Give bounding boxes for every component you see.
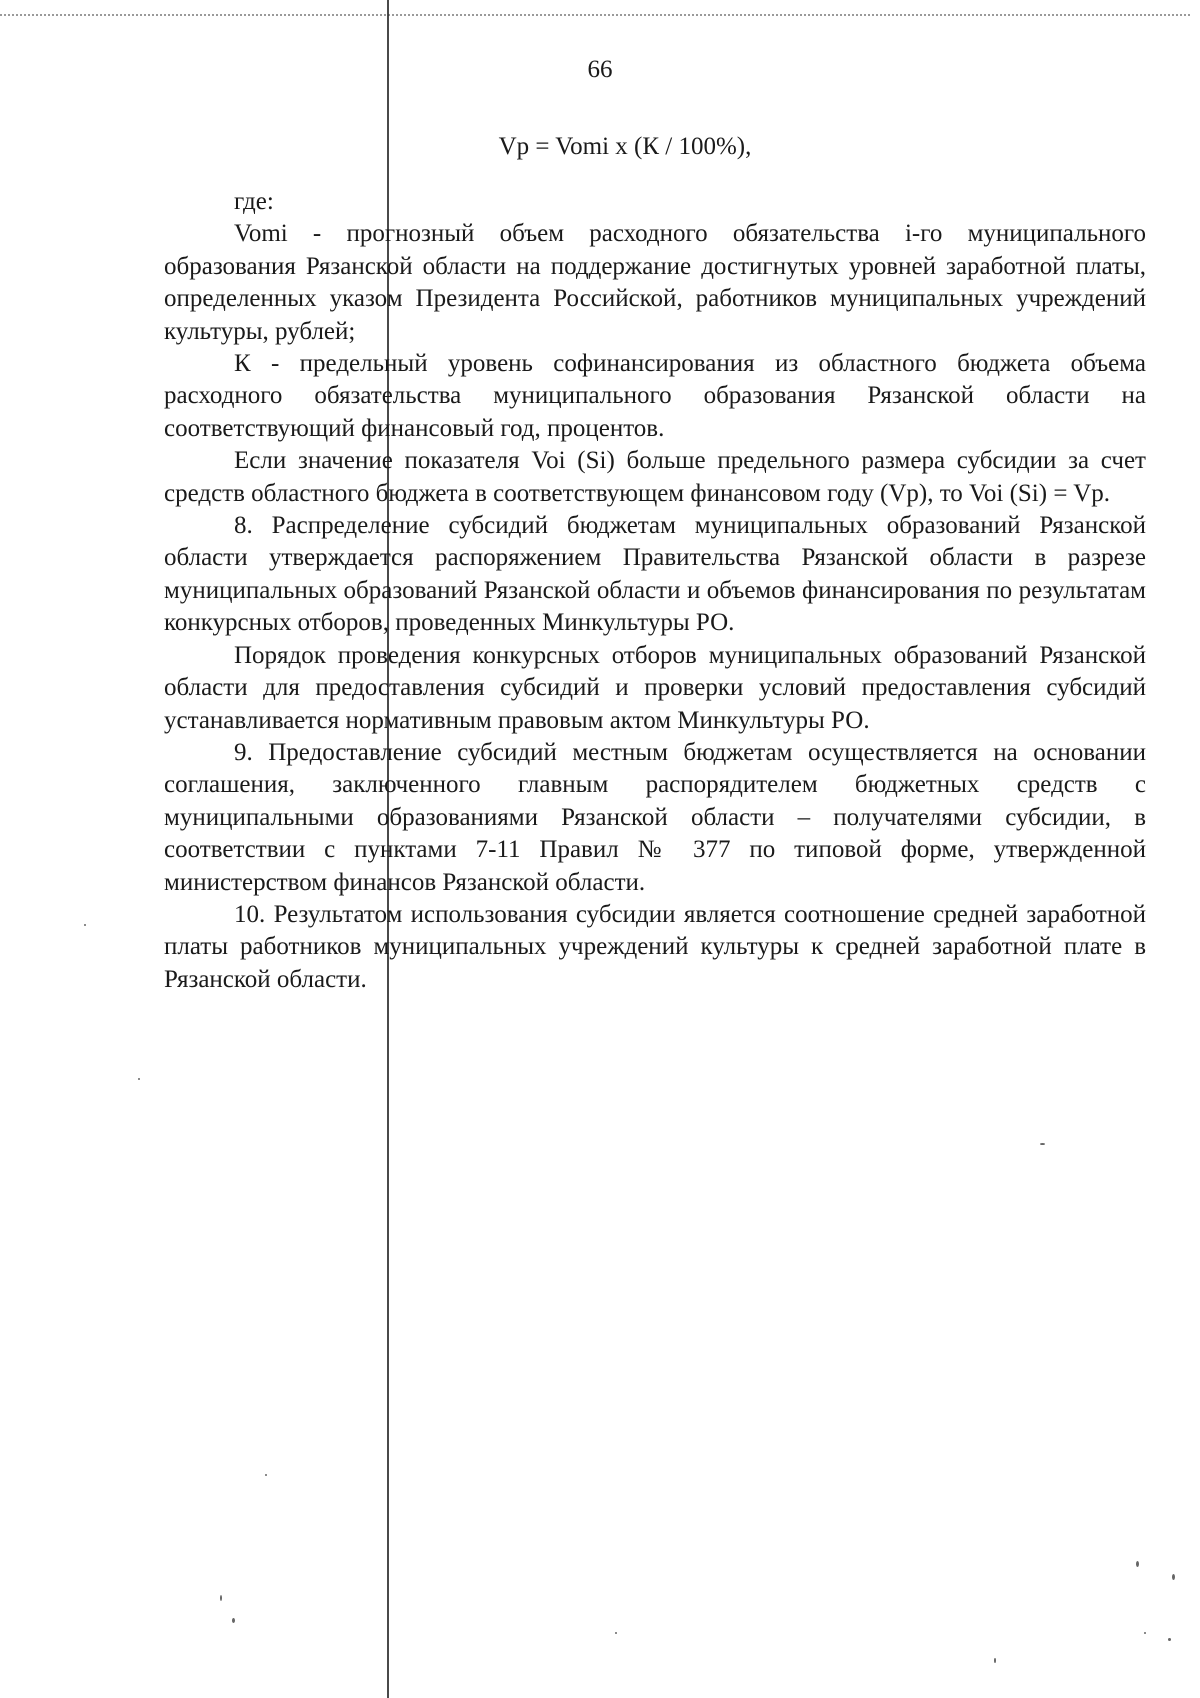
paragraph-item-8: 8. Распределение субсидий бюджетам муниципальных образований Рязанской области утверждается распоряжением Правительства Рязанской области в разрезе муниципальных образований Рязанской области и объемов финансирования по результатам конкурсных отборов, проведенных Минкультуры РО. (164, 512, 1146, 637)
scan-speck (84, 924, 86, 926)
scan-speck (1168, 1638, 1171, 1641)
scan-speck (232, 1618, 235, 1623)
paragraph-item-10: 10. Результатом использования субсидии является соотношение средней заработной платы работников муниципальных учреждений культуры к средней заработной плате в Рязанской области. (164, 900, 1146, 993)
page-number: 66 (587, 56, 613, 83)
scan-speck (1136, 1561, 1139, 1567)
scan-speck (994, 1658, 996, 1663)
scan-speck (138, 1078, 140, 1080)
scan-speck (1040, 1143, 1045, 1145)
scan-speck (615, 1632, 617, 1634)
scan-artifact-top-line (0, 14, 1190, 16)
paragraph-item-9: 9. Предоставление субсидий местным бюджетам осуществляется на основании соглашения, заключенного главным распорядителем бюджетных средств с муниципальными образованиями Рязанской области – получателями субсидии, в соответствии с пунктами 7-11 Правил № 377 по типовой форме, утвержденной министерством финансов Рязанской области. (164, 738, 1146, 896)
paragraph-where: где: (234, 188, 274, 215)
paragraph-k-definition: К - предельный уровень софинансирования из областного бюджета объема расходного обязательства муниципального образования Рязанской области на соответствующий финансовый год, процентов. (164, 350, 1146, 442)
formula: Vp = Vomi x (К / 100%), (498, 133, 752, 160)
paragraph-vomi-definition: Vomi - прогнозный объем расходного обязательства i-го муниципального образования Рязанской области на поддержание достигнутых уровней заработной платы, определенных указом Президента Российской, работников муниципальных учреждений культуры, рублей; (164, 220, 1146, 345)
paragraph-selection-procedure: Порядок проведения конкурсных отборов муниципальных образований Рязанской области для предоставления субсидий и проверки условий предоставления субсидий устанавливается нормативным правовым актом Минкультуры РО. (164, 641, 1146, 734)
scan-speck (1172, 1574, 1175, 1580)
document-body (164, 186, 1146, 996)
paragraph-voi-condition: Если значение показателя Voi (Si) больше предельного размера субсидии за счет средств областного бюджета в соответствующем финансовом году (Vp), то Voi (Si) = Vp. (164, 447, 1146, 507)
scan-speck (265, 1474, 267, 1476)
scan-speck (220, 1595, 222, 1601)
scan-speck (1144, 1632, 1146, 1634)
